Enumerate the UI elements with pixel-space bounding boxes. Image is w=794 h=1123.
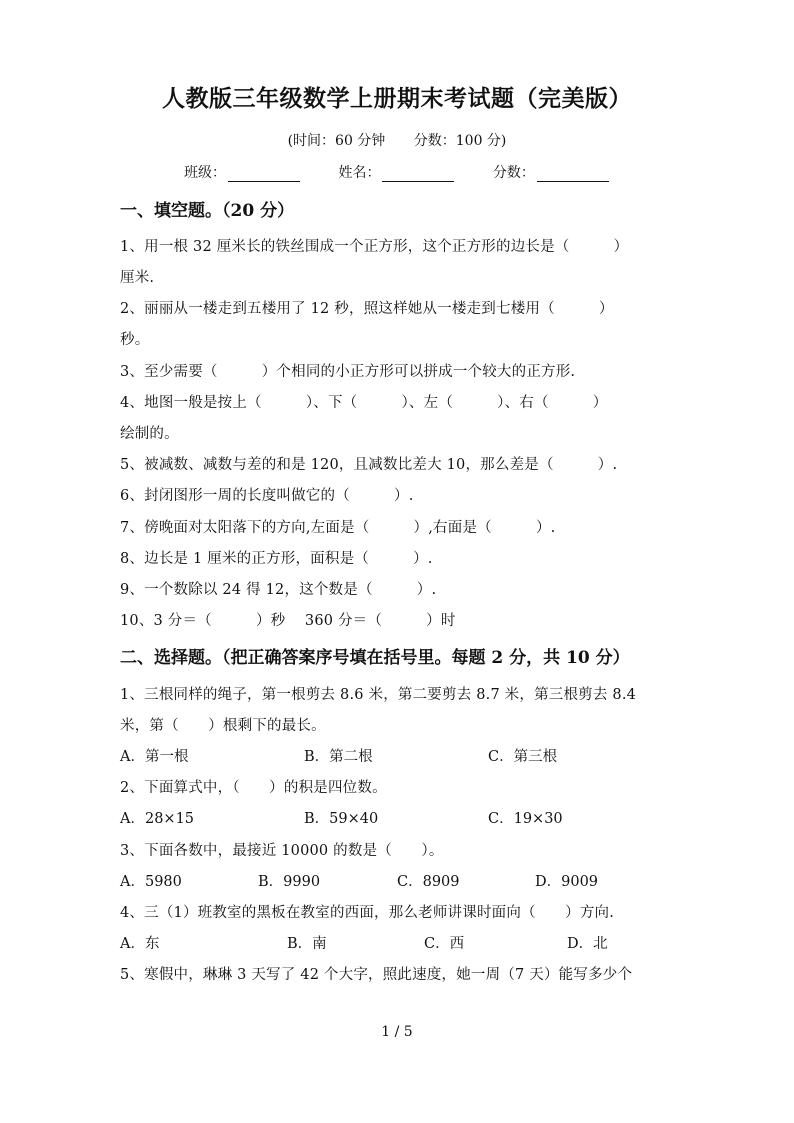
option[interactable]: B．59×40: [304, 811, 379, 827]
question-line: 6、封闭图形一周的长度叫做它的（ ）.: [120, 488, 414, 504]
option[interactable]: B．第二根: [304, 749, 373, 765]
question-line: 米，第（ ）根剩下的最长。: [120, 718, 326, 734]
question-line: 10、3 分＝（ ）秒 360 分＝（ ）时: [120, 613, 456, 629]
option[interactable]: B．南: [287, 936, 327, 952]
option[interactable]: C．8909: [397, 874, 460, 890]
option[interactable]: C．西: [424, 936, 465, 952]
question-line: 秒。: [120, 332, 150, 348]
class-blank[interactable]: [228, 167, 300, 182]
option[interactable]: B．9990: [258, 874, 321, 890]
option[interactable]: D．9009: [535, 874, 599, 890]
question-line: 1、三根同样的绳子，第一根剪去 8.6 米，第二要剪去 8.7 米，第三根剪去 8.4: [120, 687, 637, 703]
exam-meta: [0, 130, 794, 150]
name-field: [338, 162, 454, 182]
question-line: 8、边长是 1 厘米的正方形，面积是（ ）.: [120, 551, 433, 567]
question-line: 4、三（1）班教室的黑板在教室的西面，那么老师讲课时面向（ ）方向.: [120, 905, 615, 921]
section-fill-in-heading: 一、填空题。（20 分）: [120, 201, 295, 221]
option[interactable]: C．第三根: [488, 749, 558, 765]
name-blank[interactable]: [382, 167, 454, 182]
question-line: 绘制的。: [120, 426, 179, 442]
question-line: 3、下面各数中，最接近 10000 的数是（ ）。: [120, 843, 444, 859]
question-line: 7、傍晚面对太阳落下的方向,左面是（ ）,右面是（ ）.: [120, 520, 556, 536]
student-info: [184, 162, 643, 182]
question-line: 5、被减数、减数与差的和是 120，且减数比差大 10，那么差是（ ）.: [120, 457, 618, 473]
score-field: [493, 162, 609, 182]
score-blank[interactable]: [537, 167, 609, 182]
question-line: 2、丽丽从一楼走到五楼用了 12 秒，照这样她从一楼走到七楼用（ ）: [120, 301, 614, 317]
question-line: 4、地图一般是按上（ ）、下（ ）、左（ ）、右（ ）: [120, 395, 608, 411]
option[interactable]: D．北: [567, 936, 608, 952]
page-number: 1 / 5: [381, 1024, 413, 1040]
option[interactable]: C．19×30: [488, 811, 563, 827]
option[interactable]: A．5980: [120, 874, 182, 890]
question-line: 厘米.: [120, 270, 155, 286]
exam-time: (时间：60 分钟: [287, 133, 386, 149]
score-label: 分数：: [492, 165, 535, 181]
option[interactable]: A．第一根: [120, 749, 189, 765]
class-label: 班级：: [184, 165, 226, 181]
question-line: 3、至少需要（ ）个相同的小正方形可以拼成一个较大的正方形.: [120, 364, 576, 380]
section-choice-heading: 二、选择题。（把正确答案序号填在括号里。每题 2 分，共 10 分）: [120, 648, 630, 668]
exam-total-score: 分数：100 分): [413, 133, 507, 149]
option[interactable]: A．28×15: [120, 811, 195, 827]
name-label: 姓名：: [338, 165, 381, 181]
question-line: 5、寒假中，琳琳 3 天写了 42 个大字，照此速度，她一周（7 天）能写多少个: [120, 967, 633, 983]
page-title: 人教版三年级数学上册期末考试题（完美版）: [162, 85, 632, 112]
question-line: 9、一个数除以 24 得 12，这个数是（ ）.: [120, 582, 437, 598]
class-field: [184, 162, 300, 182]
question-line: 2、下面算式中，（ ）的积是四位数。: [120, 780, 387, 796]
question-line: 1、用一根 32 厘米长的铁丝围成一个正方形，这个正方形的边长是（ ）: [120, 239, 629, 255]
option[interactable]: A．东: [120, 936, 160, 952]
